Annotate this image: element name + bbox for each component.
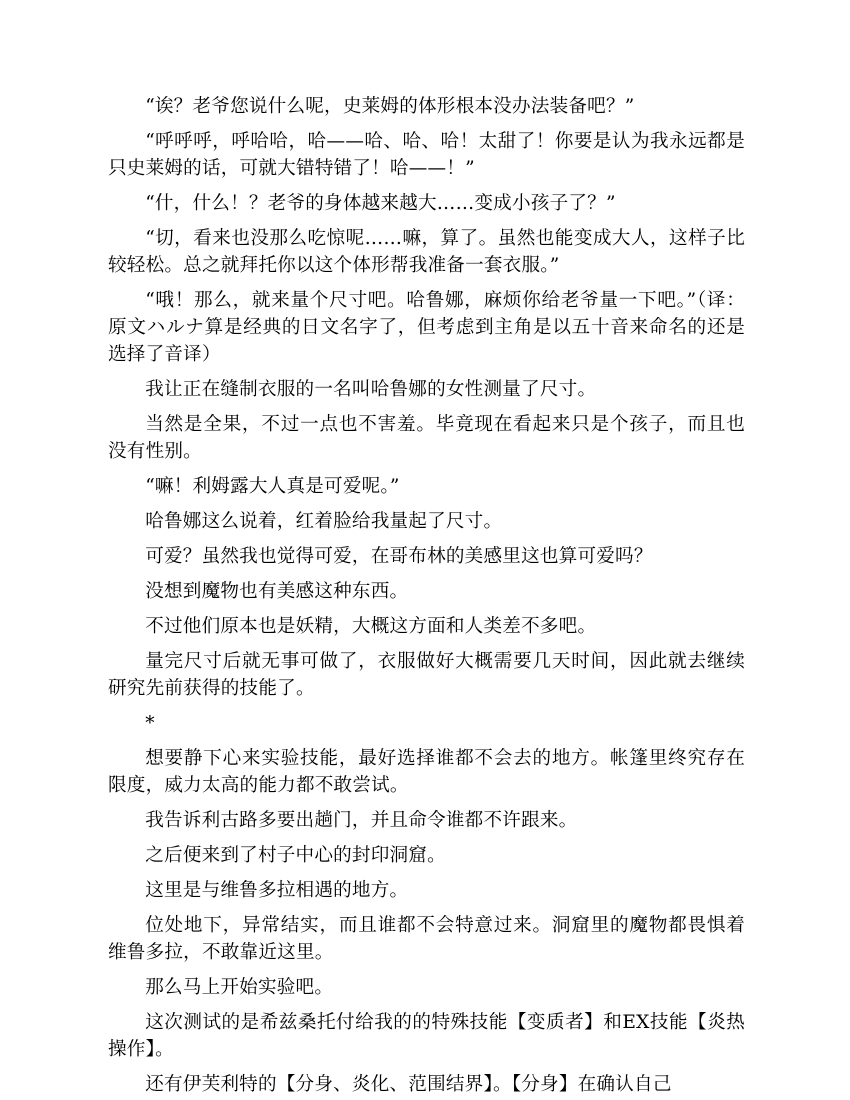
paragraph: 位处地下，异常结实，而且谁都不会特意过来。洞窟里的魔物都畏惧着维鲁多拉，不敢靠近这里。 [108, 915, 745, 963]
paragraph: 量完尺寸后就无事可做了，衣服做好大概需要几天时间，因此就去继续研究先前获得的技能了。 [108, 651, 745, 699]
paragraph: 可爱？虽然我也觉得可爱，在哥布林的美感里这也算可爱吗？ [145, 546, 653, 567]
document-body [108, 93, 745, 1098]
paragraph: 我让正在缝制衣服的一名叫哈鲁娜的女性测量了尺寸。 [145, 379, 597, 400]
paragraph: “哦！那么，就来量个尺寸吧。哈鲁娜，麻烦你给老爷量一下吧。”（译：原文ハルナ算是经典的日文名字了，但考虑到主角是以五十音来命名的还是选择了音译） [108, 290, 745, 365]
paragraph: 这里是与维鲁多拉相遇的地方。 [145, 880, 409, 901]
paragraph: “切，看来也没那么吃惊呢……嘛，算了。虽然也能变成大人，这样子比较轻松。总之就拜托你以这个体形帮我准备一套衣服。” [108, 228, 745, 276]
paragraph: 还有伊芙利特的【分身、炎化、范围结界】。【分身】在确认自己 [145, 1074, 672, 1095]
paragraph: “嘛！利姆露大人真是可爱呢。” [145, 476, 400, 497]
paragraph: 那么马上开始实验吧。 [145, 977, 334, 998]
paragraph: 哈鲁娜这么说着，红着脸给我量起了尺寸。 [145, 511, 503, 532]
paragraph: 不过他们原本也是妖精，大概这方面和人类差不多吧。 [145, 616, 597, 637]
paragraph: 我告诉利古路多要出趟门，并且命令谁都不许跟来。 [145, 810, 578, 831]
paragraph: 想要静下心来实验技能，最好选择谁都不会去的地方。帐篷里终究存在限度，威力太高的能力都不敢尝试。 [108, 748, 745, 796]
paragraph: “诶？老爷您说什么呢，史莱姆的体形根本没办法装备吧？” [145, 96, 635, 117]
paragraph: “什，什么！？老爷的身体越来越大……变成小孩子了？” [145, 193, 616, 214]
paragraph: 没想到魔物也有美感这种东西。 [145, 581, 409, 602]
paragraph: 之后便来到了村子中心的封印洞窟。 [145, 845, 446, 866]
paragraph: 当然是全果，不过一点也不害羞。毕竟现在看起来只是个孩子，而且也没有性别。 [108, 414, 745, 462]
paragraph: 这次测试的是希兹桑托付给我的的特殊技能【变质者】和EX技能【炎热操作】。 [108, 1012, 745, 1060]
section-separator: * [145, 713, 155, 734]
paragraph: “呼呼呼，呼哈哈，哈——哈、哈、哈！太甜了！你要是认为我永远都是只史莱姆的话，可就大错特错了！哈——！” [108, 131, 745, 179]
